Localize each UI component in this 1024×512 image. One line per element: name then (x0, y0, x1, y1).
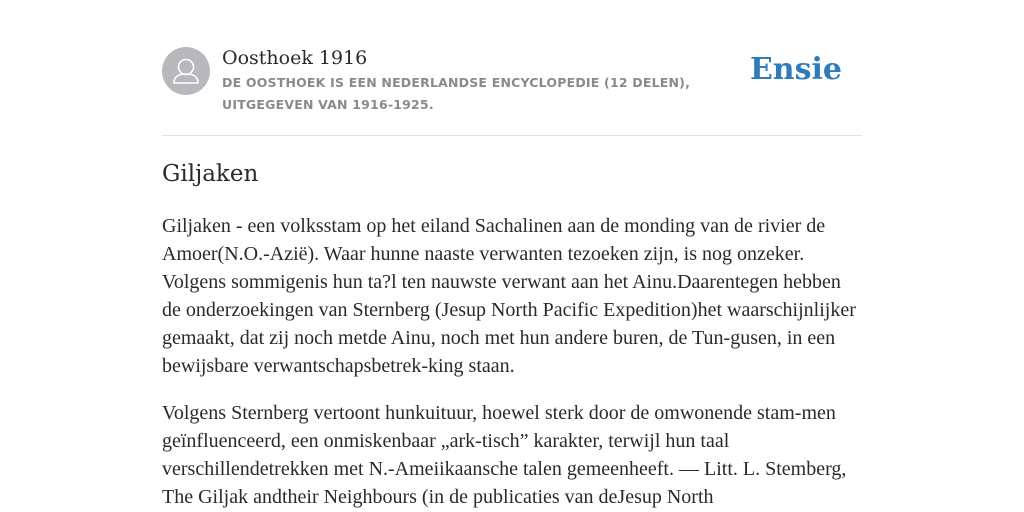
article-paragraph: Giljaken - een volksstam op het eiland Sachalinen aan de monding van de rivier de Amoer(N.O.-Azië). Waar hunne naaste verwanten tezoeken zijn, is nog onzeker. Volgens sommigenis hun ta?l ten nauwste verwant aan het Ainu.Daarentegen hebben de onderzoekingen van Sternberg (Jesup North Pacific Expedition)het waarschijnlijker gemaakt, dat zij noch metde Ainu, noch met hun andere buren, de Tun-gusen, in een bewijsbare verwantschapsbetrek-king staan. (162, 215, 856, 377)
source-title[interactable]: Oosthoek 1916 (222, 47, 368, 69)
article-body (162, 212, 862, 512)
article-title: Giljaken (162, 161, 259, 187)
header-divider (162, 135, 862, 136)
source-description: DE OOSTHOEK IS EEN NEDERLANDSE ENCYCLOPEDIE (12 DELEN), UITGEGEVEN VAN 1916-1925. (222, 75, 691, 112)
article-paragraph: Volgens Sternberg vertoont hunkuituur, hoewel sterk door de omwonende stam-men geïnfluenceerd, een onmiskenbaar „ark-tisch” karakter, terwijl hun taal verschillendetrekken met N.-Ameiikaansche talen gemeenheeft. — Litt. L. Stemberg, The Giljak andtheir Neighbours (in de publicaties van deJesup North (162, 402, 847, 508)
source-header (162, 46, 862, 116)
ensie-logo-link[interactable]: Ensie (749, 52, 842, 87)
user-icon[interactable] (162, 47, 210, 95)
